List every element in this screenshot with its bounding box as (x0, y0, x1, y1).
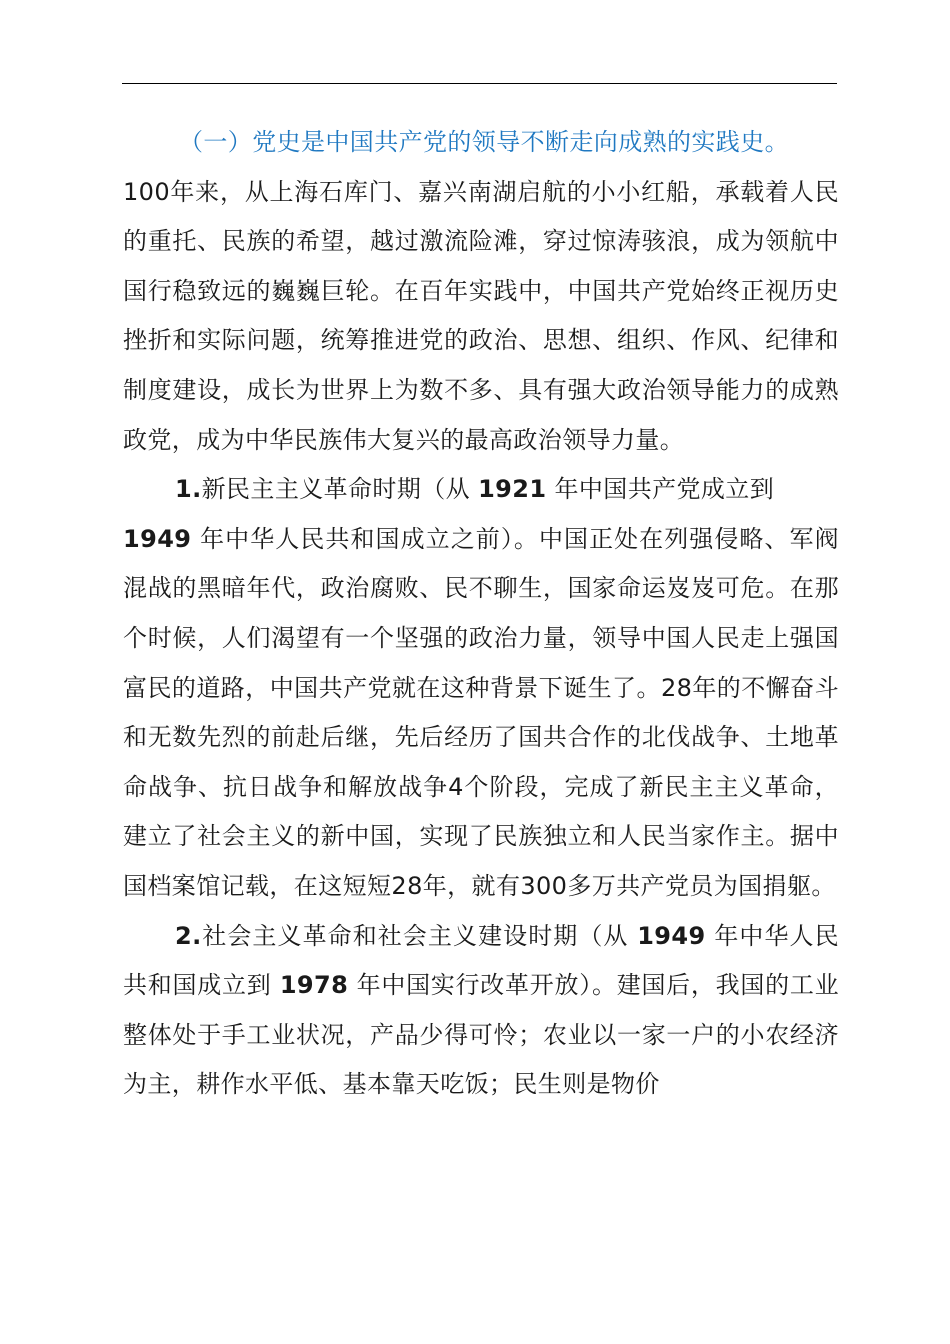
section-heading: （一）党史是中国共产党的领导不断走向成熟的实践史。 (179, 128, 789, 156)
paragraph-item-2 (123, 912, 839, 1110)
item-year: 1949 (637, 921, 706, 950)
paragraph-item-1 (123, 465, 839, 911)
item-number: 1. (175, 475, 202, 504)
item-year: 1921 (478, 475, 547, 504)
item-text: 年中国共产党成立到 (554, 475, 775, 504)
header-rule (122, 83, 837, 84)
item-text: 新民主主义革命时期（从 (201, 475, 471, 504)
item-text: 年中华人民共和国成立之前）。中国正处在列强侵略、军阀混战的黑暗年代，政治腐败、民不聊生，国家命运岌岌可危。在那个时候，人们渴望有一个坚强的政治力量，领导中国人民走上强国富民的道路，中国共产党就在这种背景下诞生了。28年的不懈奋斗和无数先烈的前赴后继，先后经历了国共合作的北伐战争、土地革命战争、抗日战争和解放战争4个阶段，完成了新民主主义革命，建立了社会主义的新中国，实现了民族独立和人民当家作主。据中国档案馆记载，在这短短28年，就有300多万共产党员为国捐躯。 (123, 524, 840, 900)
item-text: 年中国实行改革开放）。建国后，我国的工业整体处于手工业状况，产品少得可怜；农业以一家一户的小农经济为主，耕作水平低、基本靠天吃饭；民生则是物价 (123, 971, 840, 1099)
item-year: 1949 (123, 524, 192, 553)
item-year: 1978 (279, 971, 349, 1000)
intro-paragraph: 100年来，从上海石库门、嘉兴南湖启航的小小红船，承载着人民的重托、民族的希望，越过激流险滩，穿过惊涛骇浪，成为领航中国行稳致远的巍巍巨轮。在百年实践中，中国共产党始终正视历史挫折和实际问题，统筹推进党的政治、思想、组织、作风、纪律和制度建设，成长为世界上为数不多、具有强大政治领导能力的成熟政党，成为中华民族伟大复兴的最高政治领导力量。 (123, 177, 839, 454)
item-number: 2. (175, 921, 202, 950)
item-text: 年中华人民共和国成立到 (123, 921, 839, 1000)
item-text: 社会主义革命和社会主义建设时期（从 (201, 921, 629, 950)
document-body (123, 118, 839, 1110)
